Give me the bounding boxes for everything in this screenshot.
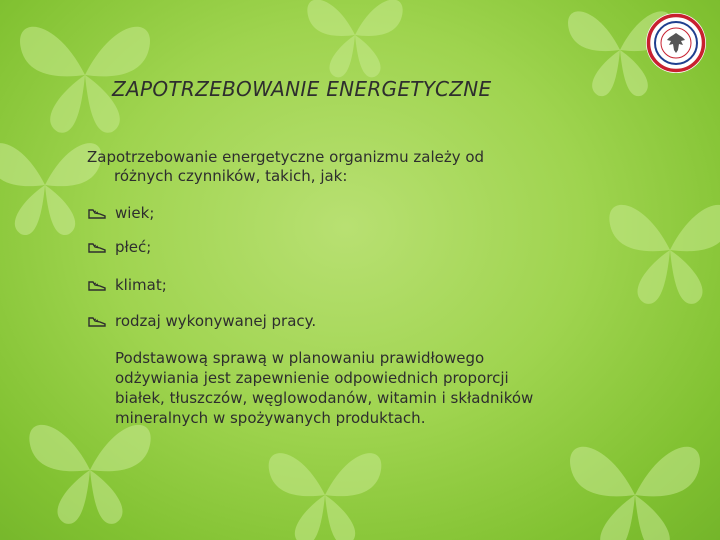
- bullet-text: płeć;: [115, 238, 152, 256]
- paragraph-line: odżywiania jest zapewnienie odpowiednich proporcji: [115, 369, 509, 387]
- shoe-icon: [87, 240, 107, 254]
- intro-line-2: różnych czynników, takich, jak:: [114, 167, 348, 185]
- bullet-text: rodzaj wykonywanej pracy.: [115, 312, 317, 330]
- bullet-item: [87, 237, 151, 257]
- bullet-item: [87, 203, 154, 223]
- bullet-item: [87, 275, 167, 295]
- intro-text: [87, 148, 647, 186]
- shoe-icon: [87, 314, 107, 328]
- butterfly-decoration-bottom-center: [260, 430, 390, 540]
- paragraph-line: Podstawową sprawą w planowaniu prawidłowego: [115, 349, 485, 367]
- butterfly-decoration-right: [600, 180, 720, 320]
- paragraph-line: mineralnych w spożywanych produktach.: [115, 409, 426, 427]
- paragraph-line: białek, tłuszczów, węglowodanów, witamin i składników: [115, 389, 534, 407]
- sanitary-inspection-emblem-icon: [645, 12, 707, 74]
- butterfly-decoration-bottom-right: [560, 420, 710, 540]
- bullet-text: klimat;: [115, 276, 167, 294]
- slide-title: ZAPOTRZEBOWANIE ENERGETYCZNE: [112, 77, 492, 101]
- intro-line-1: Zapotrzebowanie energetyczne organizmu zależy od: [87, 148, 485, 166]
- bullet-item: [87, 311, 316, 331]
- bullet-text: wiek;: [115, 204, 155, 222]
- summary-paragraph: [115, 348, 655, 428]
- shoe-icon: [87, 206, 107, 220]
- shoe-icon: [87, 278, 107, 292]
